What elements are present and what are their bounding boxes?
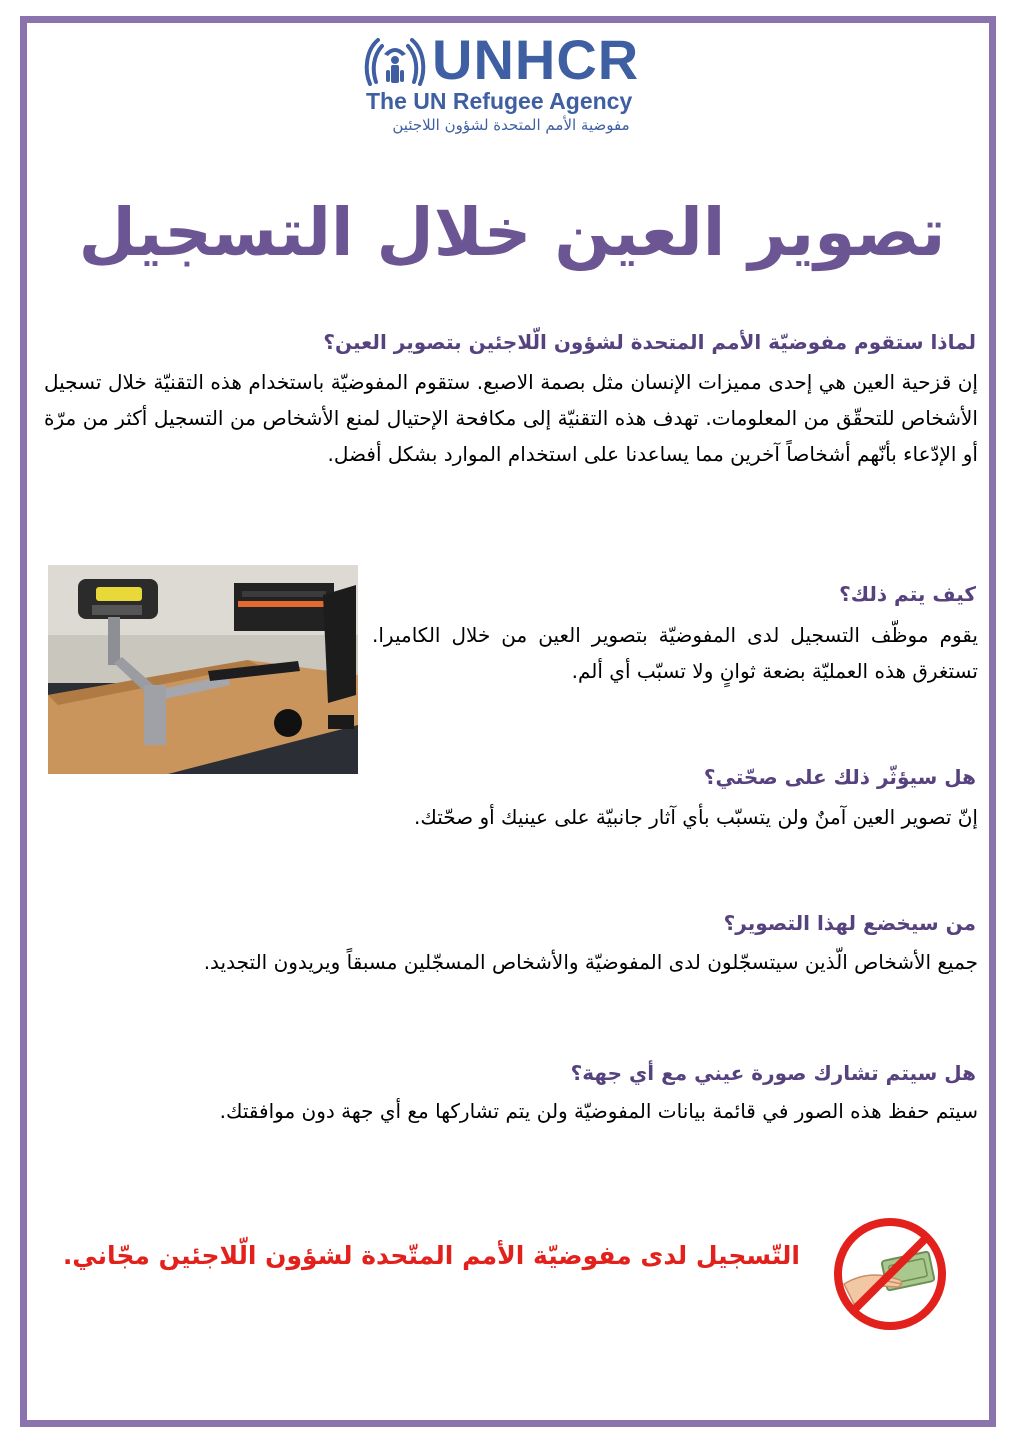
- section-4-question: من سيخضع لهذا التصوير؟: [723, 911, 976, 935]
- logo-wordmark: UNHCR: [432, 28, 640, 91]
- no-money-icon: [830, 1214, 950, 1334]
- logo-tagline-ar: مفوضية الأمم المتحدة لشؤون اللاجئين: [392, 116, 630, 134]
- section-4-answer: جميع الأشخاص الّذين سيتسجّلون لدى المفوضيّة والأشخاص المسجّلين مسبقاً ويريدون التجديد.: [203, 950, 978, 974]
- section-1-answer: إن قزحية العين هي إحدى مميزات الإنسان مثل بصمة الاصبع. ستقوم المفوضيّة باستخدام هذه التقنيّة خلال تسجيل الأشخاص للتحقّق من المعلومات. تهدف هذه التقنيّة إلى مكافحة الإحتيال لمنع الأشخاص من التسجيل أكثر من مرّة أو الإدّعاء بأنّهم أشخاصاً آخرين مما يساعدنا على استخدام الموارد بشكل أفضل.: [44, 370, 978, 466]
- section-5-question: هل سيتم تشارك صورة عيني مع أي جهة؟: [570, 1061, 976, 1085]
- section-3-question: هل سيؤثّر ذلك على صحّتي؟: [703, 765, 976, 789]
- unhcr-logo: [360, 28, 662, 146]
- page-title: تصوير العين خلال التسجيل: [78, 194, 946, 271]
- section-2-answer: يقوم موظّف التسجيل لدى المفوضيّة بتصوير العين من خلال الكاميرا. تستغرق هذه العمليّة بضعة ثوانٍ ولا تسبّب أي ألم.: [372, 623, 978, 683]
- section-2-question: كيف يتم ذلك؟: [839, 582, 976, 606]
- section-5-answer: سيتم حفظ هذه الصور في قائمة بيانات المفوضيّة ولن يتم تشاركها مع أي جهة دون موافقتك.: [219, 1099, 978, 1123]
- iris-camera-photo: [48, 565, 358, 774]
- section-1-question: لماذا ستقوم مفوضيّة الأمم المتحدة لشؤون الّلاجئين بتصوير العين؟: [323, 330, 976, 354]
- unhcr-emblem-icon: [362, 34, 428, 90]
- free-registration-notice: التّسجيل لدى مفوضيّة الأمم المتّحدة لشؤون الّلاجئين مجّاني.: [62, 1241, 800, 1270]
- section-3-answer: إنّ تصوير العين آمنٌ ولن يتسبّب بأي آثار جانبيّة على عينيك أو صحّتك.: [413, 805, 978, 829]
- logo-tagline-en: The UN Refugee Agency: [366, 88, 633, 114]
